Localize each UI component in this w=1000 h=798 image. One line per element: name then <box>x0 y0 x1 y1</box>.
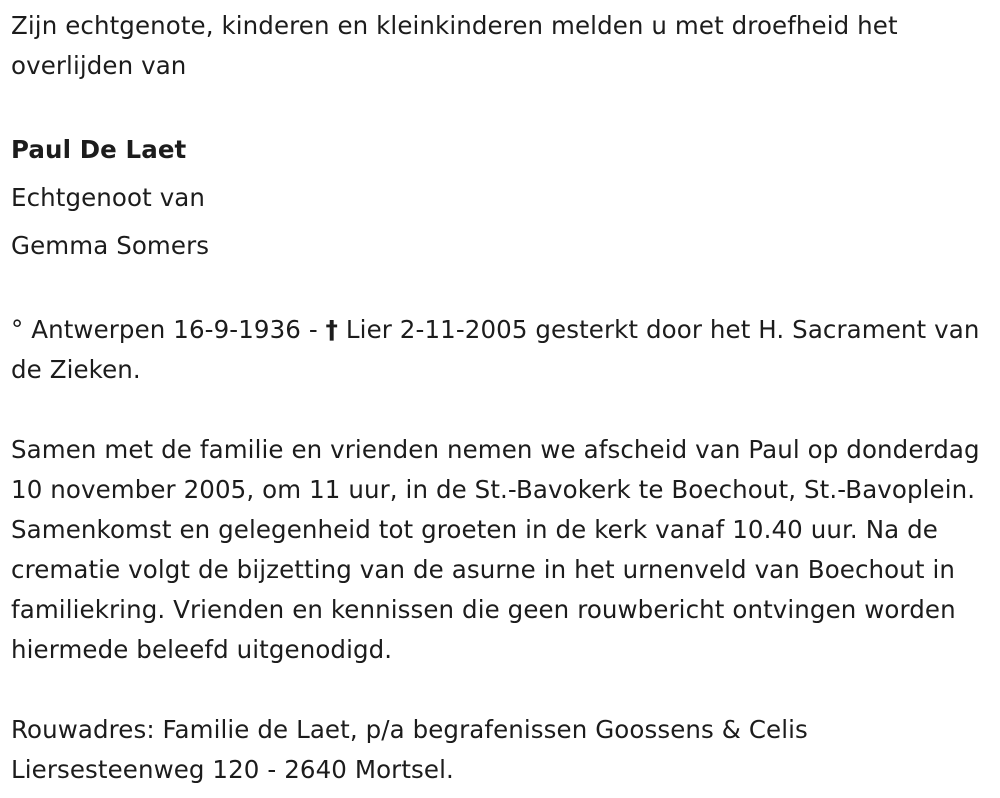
deceased-name: Paul De Laet <box>11 135 187 164</box>
address-block <box>11 710 986 790</box>
birth-text: ° Antwerpen 16-9-1936 - <box>11 315 326 344</box>
name-block <box>11 126 986 270</box>
dates-text <box>11 310 986 390</box>
address-line-2: Liersesteenweg 120 - 2640 Mortsel. <box>11 755 454 784</box>
cross-icon: † <box>325 315 339 344</box>
death-text: Lier 2-11-2005 gesterkt door het H. Sacrament van de Zieken. <box>11 315 980 384</box>
spouse-name: Gemma Somers <box>11 231 210 260</box>
service-text: Samen met de familie en vrienden nemen we afscheid van Paul op donderdag 10 november 2005, om 11 uur, in de St.-Bavokerk te Boechout, St.-Bavoplein. Samenkomst en gelegenheid tot groeten in de kerk vanaf 10.40 uur. Na de crematie volgt de bijzetting van de asurne in het urnenveld van Boechout in familiekring. Vrienden en kennissen die geen rouwbericht ontvingen worden hiermede beleefd uitgenodigd. <box>11 435 980 664</box>
address-line-1: Rouwadres: Familie de Laet, p/a begrafenissen Goossens & Celis <box>11 715 808 744</box>
relation-text: Echtgenoot van <box>11 183 206 212</box>
intro-text: Zijn echtgenote, kinderen en kleinkinderen melden u met droefheid het overlijden van <box>11 11 898 80</box>
